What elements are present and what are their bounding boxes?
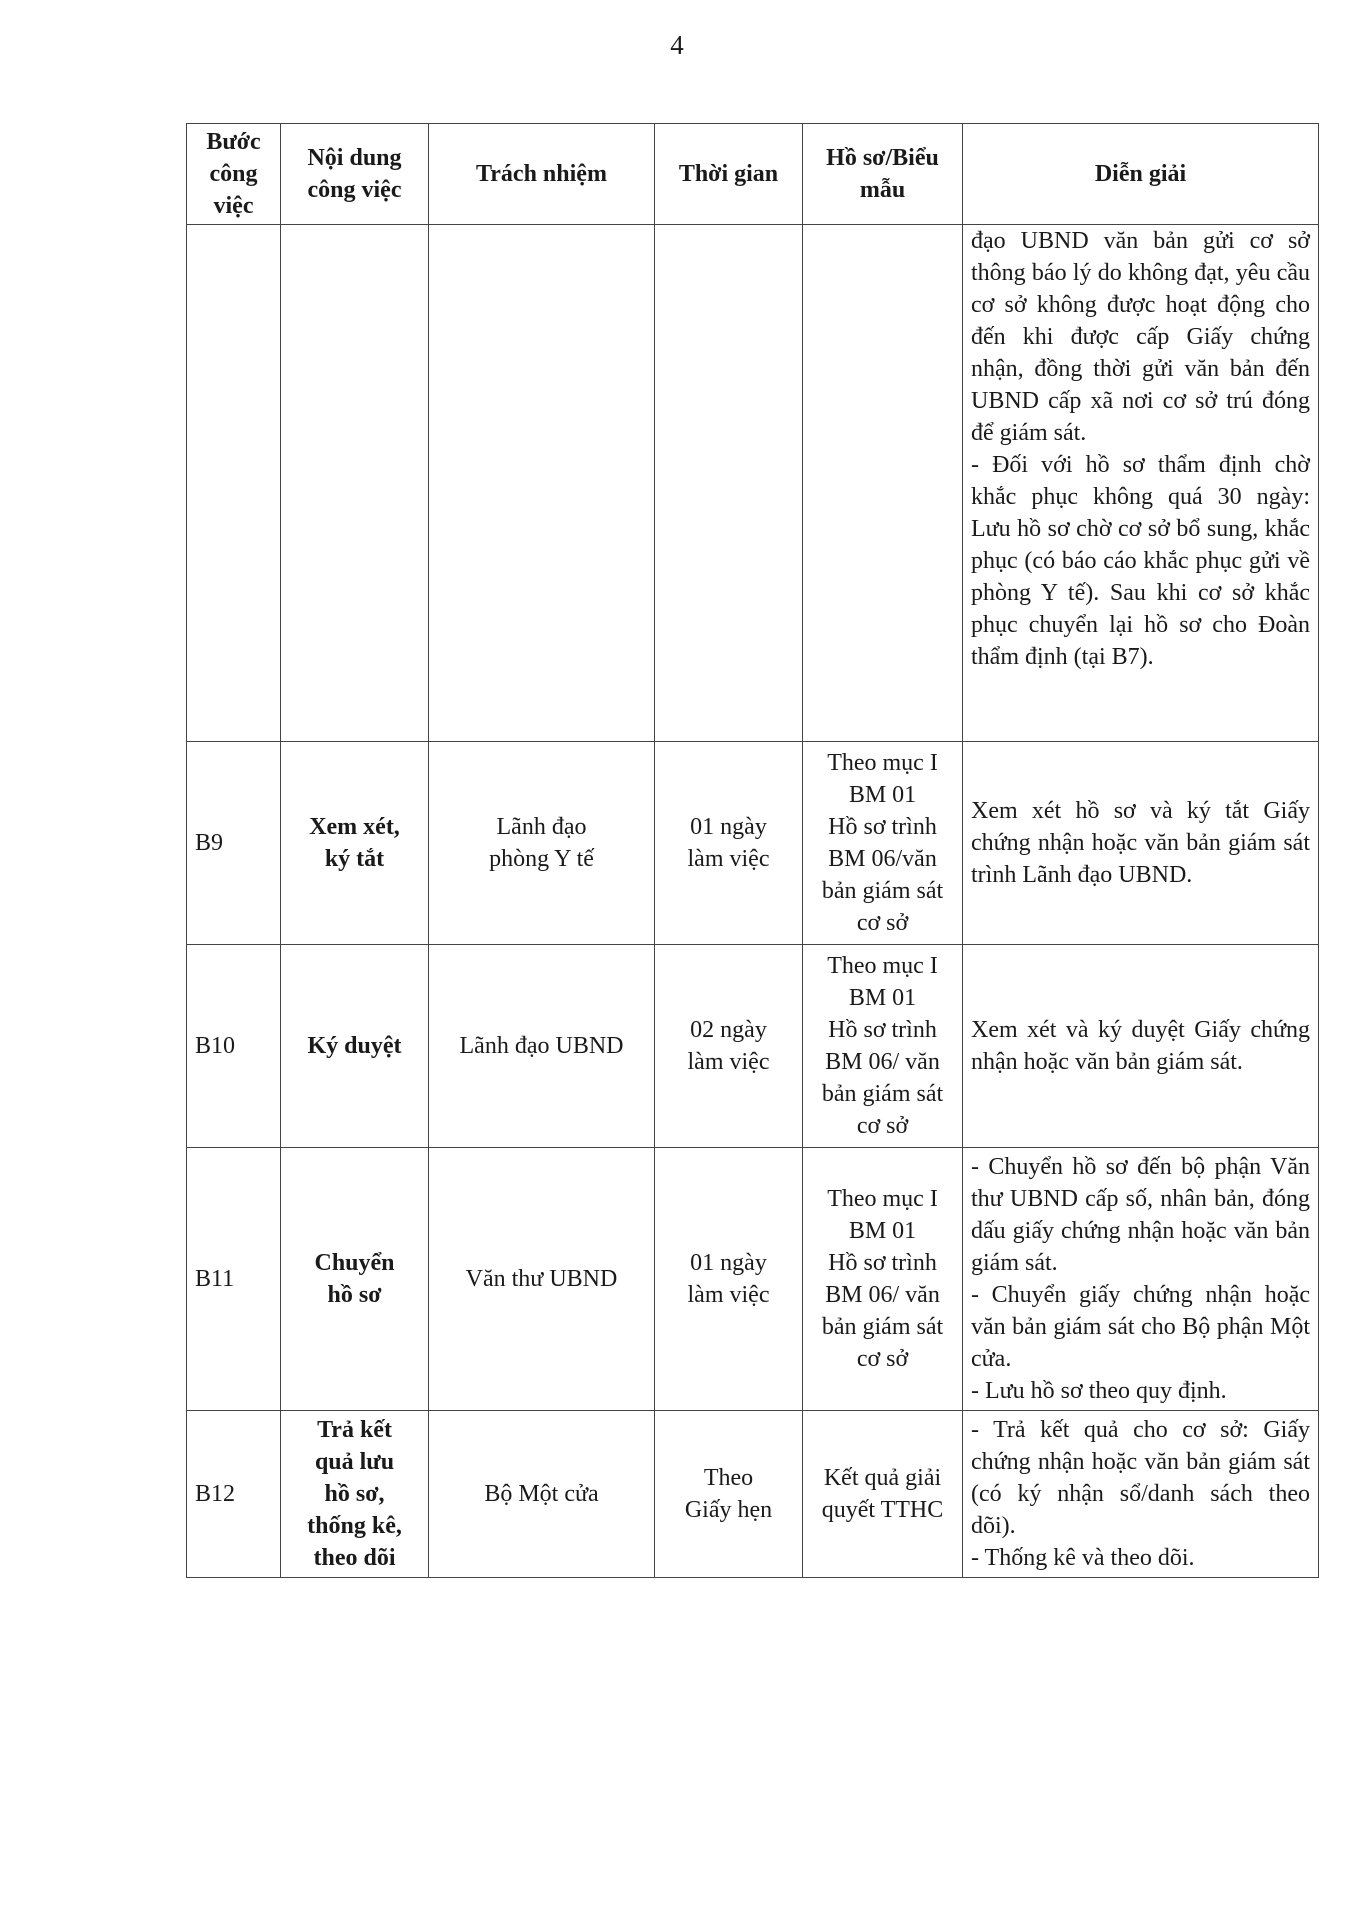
cell-step: B9 — [187, 742, 281, 945]
cell-content: Trả kết quả lưu hồ sơ, thống kê, theo dõi — [281, 1411, 429, 1578]
header-step: Bước công việc — [187, 124, 281, 225]
cell-description: - Chuyển hồ sơ đến bộ phận Văn thư UBND cấp số, nhân bản, đóng dấu giấy chứng nhận hoặc văn bản giám sát. - Chuyển giấy chứng nhận hoặc văn bản giám sát cho Bộ phận Một cửa. - Lưu hồ sơ theo quy định. — [963, 1148, 1319, 1411]
cell-content: Ký duyệt — [281, 945, 429, 1148]
cell-description: Xem xét và ký duyệt Giấy chứng nhận hoặc văn bản giám sát. — [963, 945, 1319, 1148]
cell-form: Theo mục I BM 01 Hồ sơ trình BM 06/ văn bản giám sát cơ sở — [803, 945, 963, 1148]
cell-time: 01 ngày làm việc — [655, 1148, 803, 1411]
cell-description: - Trả kết quả cho cơ sở: Giấy chứng nhận hoặc văn bản giám sát (có ký nhận sổ/danh sách theo dõi). - Thống kê và theo dõi. — [963, 1411, 1319, 1578]
cell-time: 02 ngày làm việc — [655, 945, 803, 1148]
cell-step: B10 — [187, 945, 281, 1148]
cell-content: Chuyển hồ sơ — [281, 1148, 429, 1411]
page-number: 4 — [670, 30, 684, 60]
table-row — [187, 945, 1319, 1148]
header-form: Hồ sơ/Biểu mẫu — [803, 124, 963, 225]
cell-form: Theo mục I BM 01 Hồ sơ trình BM 06/ văn bản giám sát cơ sở — [803, 1148, 963, 1411]
cell-responsibility: Lãnh đạo phòng Y tế — [429, 742, 655, 945]
cell-time — [655, 225, 803, 742]
cell-responsibility: Lãnh đạo UBND — [429, 945, 655, 1148]
cell-form: Theo mục I BM 01 Hồ sơ trình BM 06/văn bản giám sát cơ sở — [803, 742, 963, 945]
header-content: Nội dung công việc — [281, 124, 429, 225]
header-time: Thời gian — [655, 124, 803, 225]
cell-description: đạo UBND văn bản gửi cơ sở thông báo lý do không đạt, yêu cầu cơ sở không được hoạt động cho đến khi được cấp Giấy chứng nhận, đồng thời gửi văn bản đến UBND cấp xã nơi cơ sở trú đóng để giám sát. - Đối với hồ sơ thẩm định chờ khắc phục không quá 30 ngày: Lưu hồ sơ chờ cơ sở bổ sung, khắc phục (có báo cáo khắc phục gửi về phòng Y tế). Sau khi cơ sở khắc phục chuyển lại hồ sơ cho Đoàn thẩm định (tại B7). — [963, 225, 1319, 742]
table-row — [187, 742, 1319, 945]
header-responsibility: Trách nhiệm — [429, 124, 655, 225]
cell-responsibility: Bộ Một cửa — [429, 1411, 655, 1578]
cell-step — [187, 225, 281, 742]
table-row — [187, 1148, 1319, 1411]
cell-form — [803, 225, 963, 742]
cell-time: 01 ngày làm việc — [655, 742, 803, 945]
header-description: Diễn giải — [963, 124, 1319, 225]
cell-step: B11 — [187, 1148, 281, 1411]
procedure-table — [186, 123, 1319, 1578]
cell-content: Xem xét, ký tắt — [281, 742, 429, 945]
cell-content — [281, 225, 429, 742]
table-row — [187, 1411, 1319, 1578]
table-row-continuation — [187, 225, 1319, 742]
cell-responsibility — [429, 225, 655, 742]
table-header-row — [187, 124, 1319, 225]
cell-form: Kết quả giải quyết TTHC — [803, 1411, 963, 1578]
cell-time: Theo Giấy hẹn — [655, 1411, 803, 1578]
cell-step: B12 — [187, 1411, 281, 1578]
cell-responsibility: Văn thư UBND — [429, 1148, 655, 1411]
cell-description: Xem xét hồ sơ và ký tắt Giấy chứng nhận hoặc văn bản giám sát trình Lãnh đạo UBND. — [963, 742, 1319, 945]
